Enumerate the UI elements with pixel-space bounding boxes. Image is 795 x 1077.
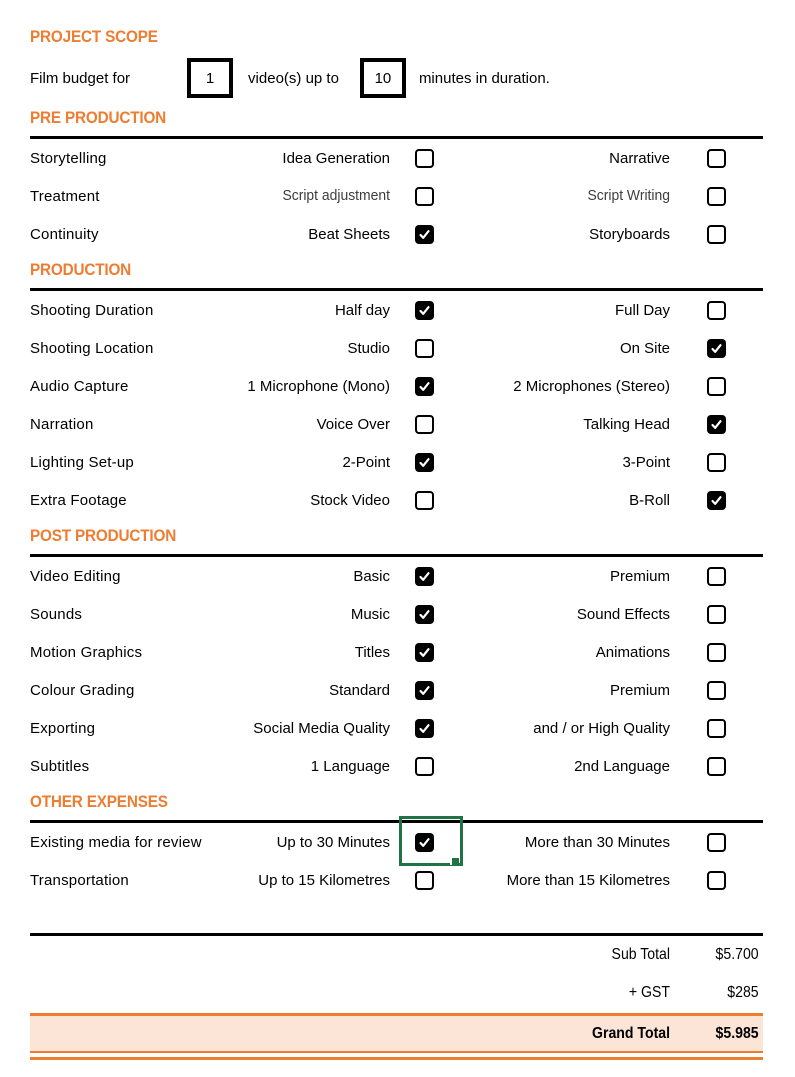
row-label: Treatment (30, 187, 100, 205)
checkbox1-cell (390, 443, 460, 481)
option-row (30, 823, 763, 861)
option-row (30, 367, 763, 405)
check-icon (418, 684, 431, 697)
option2-label: Narrative (609, 149, 670, 167)
checkbox-checked[interactable] (415, 301, 434, 320)
checkbox1-cell (390, 405, 460, 443)
option1-label: 1 Language (310, 757, 390, 775)
checkbox-unchecked[interactable] (415, 187, 434, 206)
checkbox2-cell (670, 633, 763, 671)
checkbox-unchecked[interactable] (707, 453, 726, 472)
option1-label: 2-Point (342, 453, 390, 471)
checkbox1-cell (390, 215, 460, 253)
option1-label: Music (350, 605, 390, 623)
option1-label: Social Media Quality (253, 719, 390, 737)
checkbox1-cell (390, 557, 460, 595)
checkbox-unchecked[interactable] (415, 339, 434, 358)
other-expenses-rows (30, 823, 763, 899)
check-icon (418, 570, 431, 583)
checkbox-unchecked[interactable] (707, 301, 726, 320)
checkbox-unchecked[interactable] (415, 491, 434, 510)
row-label: Subtitles (30, 757, 90, 775)
checkbox-unchecked[interactable] (415, 871, 434, 890)
checkbox1-cell (390, 139, 460, 177)
project-scope-heading: PROJECT SCOPE (30, 27, 158, 46)
option1-label: Voice Over (316, 415, 390, 433)
checkbox1-cell (390, 481, 460, 519)
checkbox2-cell (670, 671, 763, 709)
option2-label: B-Roll (629, 491, 670, 509)
option1-label: Half day (334, 301, 390, 319)
gst-value: $285 (727, 984, 759, 1001)
row-label: Lighting Set-up (30, 453, 134, 471)
option-row (30, 671, 763, 709)
checkbox-unchecked[interactable] (707, 377, 726, 396)
row-label: Narration (30, 415, 94, 433)
checkbox1-cell (390, 861, 460, 899)
sub-total-label: Sub Total (611, 946, 670, 963)
production-rows (30, 291, 763, 519)
option1-label: 1 Microphone (Mono) (247, 377, 390, 395)
option-row (30, 747, 763, 785)
pre-production-rows (30, 139, 763, 253)
option2-label: More than 30 Minutes (524, 833, 670, 851)
grand-total-underline (30, 1057, 763, 1060)
checkbox-checked[interactable] (415, 225, 434, 244)
scope-text-before: Film budget for (30, 69, 131, 87)
checkbox2-cell (670, 177, 763, 215)
option2-label: Sound Effects (576, 605, 670, 623)
option-row (30, 861, 763, 899)
option1-label: Up to 30 Minutes (276, 833, 390, 851)
row-label: Exporting (30, 719, 96, 737)
sub-total-value: $5.700 (715, 946, 759, 963)
row-label: Storytelling (30, 149, 107, 167)
option-row (30, 177, 763, 215)
row-label: Motion Graphics (30, 643, 143, 661)
checkbox-unchecked[interactable] (415, 149, 434, 168)
option2-label: Premium (609, 567, 670, 585)
row-label: Continuity (30, 225, 99, 243)
scope-text-after: minutes in duration. (418, 69, 550, 87)
checkbox-unchecked[interactable] (707, 643, 726, 662)
check-icon (418, 646, 431, 659)
checkbox2-cell (670, 709, 763, 747)
checkbox-checked[interactable] (415, 719, 434, 738)
checkbox-checked[interactable] (415, 643, 434, 662)
gst-label: + GST (628, 984, 670, 1001)
option1-label: Titles (354, 643, 390, 661)
option1-label: Up to 15 Kilometres (258, 871, 390, 889)
checkbox-unchecked[interactable] (707, 567, 726, 586)
checkbox-unchecked[interactable] (707, 225, 726, 244)
checkbox2-cell (670, 367, 763, 405)
row-label: Audio Capture (30, 377, 129, 395)
checkbox2-cell (670, 861, 763, 899)
option2-label: Storyboards (589, 225, 670, 243)
option2-label: Animations (595, 643, 670, 661)
checkbox-checked[interactable] (707, 415, 726, 434)
checkbox2-cell (670, 481, 763, 519)
checkbox1-cell (390, 823, 460, 861)
checkbox-checked[interactable] (415, 567, 434, 586)
check-icon (418, 836, 431, 849)
check-icon (418, 380, 431, 393)
option2-label: On Site (619, 339, 670, 357)
checkbox-checked[interactable] (707, 491, 726, 510)
option-row (30, 443, 763, 481)
option2-label: Premium (609, 681, 670, 699)
option-row (30, 557, 763, 595)
grand-total-label: Grand Total (592, 1024, 670, 1042)
option-row (30, 405, 763, 443)
checkbox2-cell (670, 139, 763, 177)
option-row (30, 329, 763, 367)
checkbox-checked[interactable] (415, 605, 434, 624)
pre-production-heading: PRE PRODUCTION (30, 108, 167, 127)
option2-label: Full Day (614, 301, 670, 319)
option1-label: Stock Video (310, 491, 390, 509)
checkbox-unchecked[interactable] (707, 605, 726, 624)
option2-label: 2 Microphones (Stereo) (513, 377, 670, 395)
option2-label: More than 15 Kilometres (506, 871, 670, 889)
checkbox-unchecked[interactable] (707, 719, 726, 738)
row-label: Transportation (30, 871, 129, 889)
checkbox1-cell (390, 329, 460, 367)
checkbox-unchecked[interactable] (415, 757, 434, 776)
checkbox1-cell (390, 177, 460, 215)
scope-text-middle: video(s) up to (248, 69, 339, 87)
option1-label: Basic (353, 567, 390, 585)
check-icon (418, 304, 431, 317)
option2-label: 3-Point (622, 453, 670, 471)
check-icon (418, 608, 431, 621)
row-label: Existing media for review (30, 833, 202, 851)
checkbox-unchecked[interactable] (415, 415, 434, 434)
other-expenses-heading: OTHER EXPENSES (30, 792, 168, 811)
row-label: Shooting Duration (30, 301, 154, 319)
checkbox1-cell (390, 747, 460, 785)
checkbox2-cell (670, 329, 763, 367)
checkbox1-cell (390, 671, 460, 709)
checkbox2-cell (670, 291, 763, 329)
checkbox-checked[interactable] (415, 681, 434, 700)
option2-label: Talking Head (583, 415, 670, 433)
checkbox-checked[interactable] (415, 453, 434, 472)
option-row (30, 595, 763, 633)
checkbox-unchecked[interactable] (707, 187, 726, 206)
scope-row (30, 55, 763, 101)
checkbox1-cell (390, 595, 460, 633)
checkbox-unchecked[interactable] (707, 871, 726, 890)
checkbox2-cell (670, 747, 763, 785)
checkbox1-cell (390, 291, 460, 329)
videos-count-input[interactable]: 1 (187, 58, 233, 98)
checkbox1-cell (390, 709, 460, 747)
option1-label: Standard (329, 681, 390, 699)
row-label: Colour Grading (30, 681, 135, 699)
option2-label: Script Writing (587, 188, 670, 204)
grand-total-row (30, 1013, 763, 1053)
checkbox-checked[interactable] (415, 377, 434, 396)
grand-total-value: $5.985 (715, 1024, 759, 1042)
post-production-rows (30, 557, 763, 785)
option-row (30, 709, 763, 747)
gst-row (30, 974, 763, 1012)
check-icon (710, 342, 723, 355)
checkbox-unchecked[interactable] (707, 681, 726, 700)
checkbox2-cell (670, 823, 763, 861)
option2-label: 2nd Language (574, 757, 670, 775)
option-row (30, 139, 763, 177)
row-label: Sounds (30, 605, 83, 623)
option1-label: Idea Generation (282, 149, 390, 167)
option-row (30, 215, 763, 253)
option-row (30, 481, 763, 519)
post-production-heading: POST PRODUCTION (30, 526, 177, 545)
row-label: Video Editing (30, 567, 121, 585)
option1-label: Studio (347, 339, 390, 357)
sub-total-row (30, 936, 763, 974)
checkbox1-cell (390, 367, 460, 405)
option1-label: Script adjustment (282, 188, 390, 204)
option-row (30, 633, 763, 671)
checkbox2-cell (670, 595, 763, 633)
production-heading: PRODUCTION (30, 260, 132, 279)
checkbox-checked[interactable] (707, 339, 726, 358)
option1-label: Beat Sheets (308, 225, 390, 243)
row-label: Shooting Location (30, 339, 154, 357)
checkbox2-cell (670, 215, 763, 253)
check-icon (418, 228, 431, 241)
row-label: Extra Footage (30, 491, 127, 509)
check-icon (710, 418, 723, 431)
checkbox2-cell (670, 557, 763, 595)
checkbox2-cell (670, 405, 763, 443)
option-row (30, 291, 763, 329)
checkbox2-cell (670, 443, 763, 481)
checkbox-unchecked[interactable] (707, 149, 726, 168)
checkbox1-cell (390, 633, 460, 671)
checkbox-unchecked[interactable] (707, 757, 726, 776)
check-icon (710, 494, 723, 507)
option2-label: and / or High Quality (533, 719, 670, 737)
checkbox-unchecked[interactable] (707, 833, 726, 852)
check-icon (418, 456, 431, 469)
selection-fill-handle[interactable] (450, 856, 459, 865)
minutes-input[interactable]: 10 (360, 58, 406, 98)
check-icon (418, 722, 431, 735)
checkbox-checked[interactable] (415, 833, 434, 852)
